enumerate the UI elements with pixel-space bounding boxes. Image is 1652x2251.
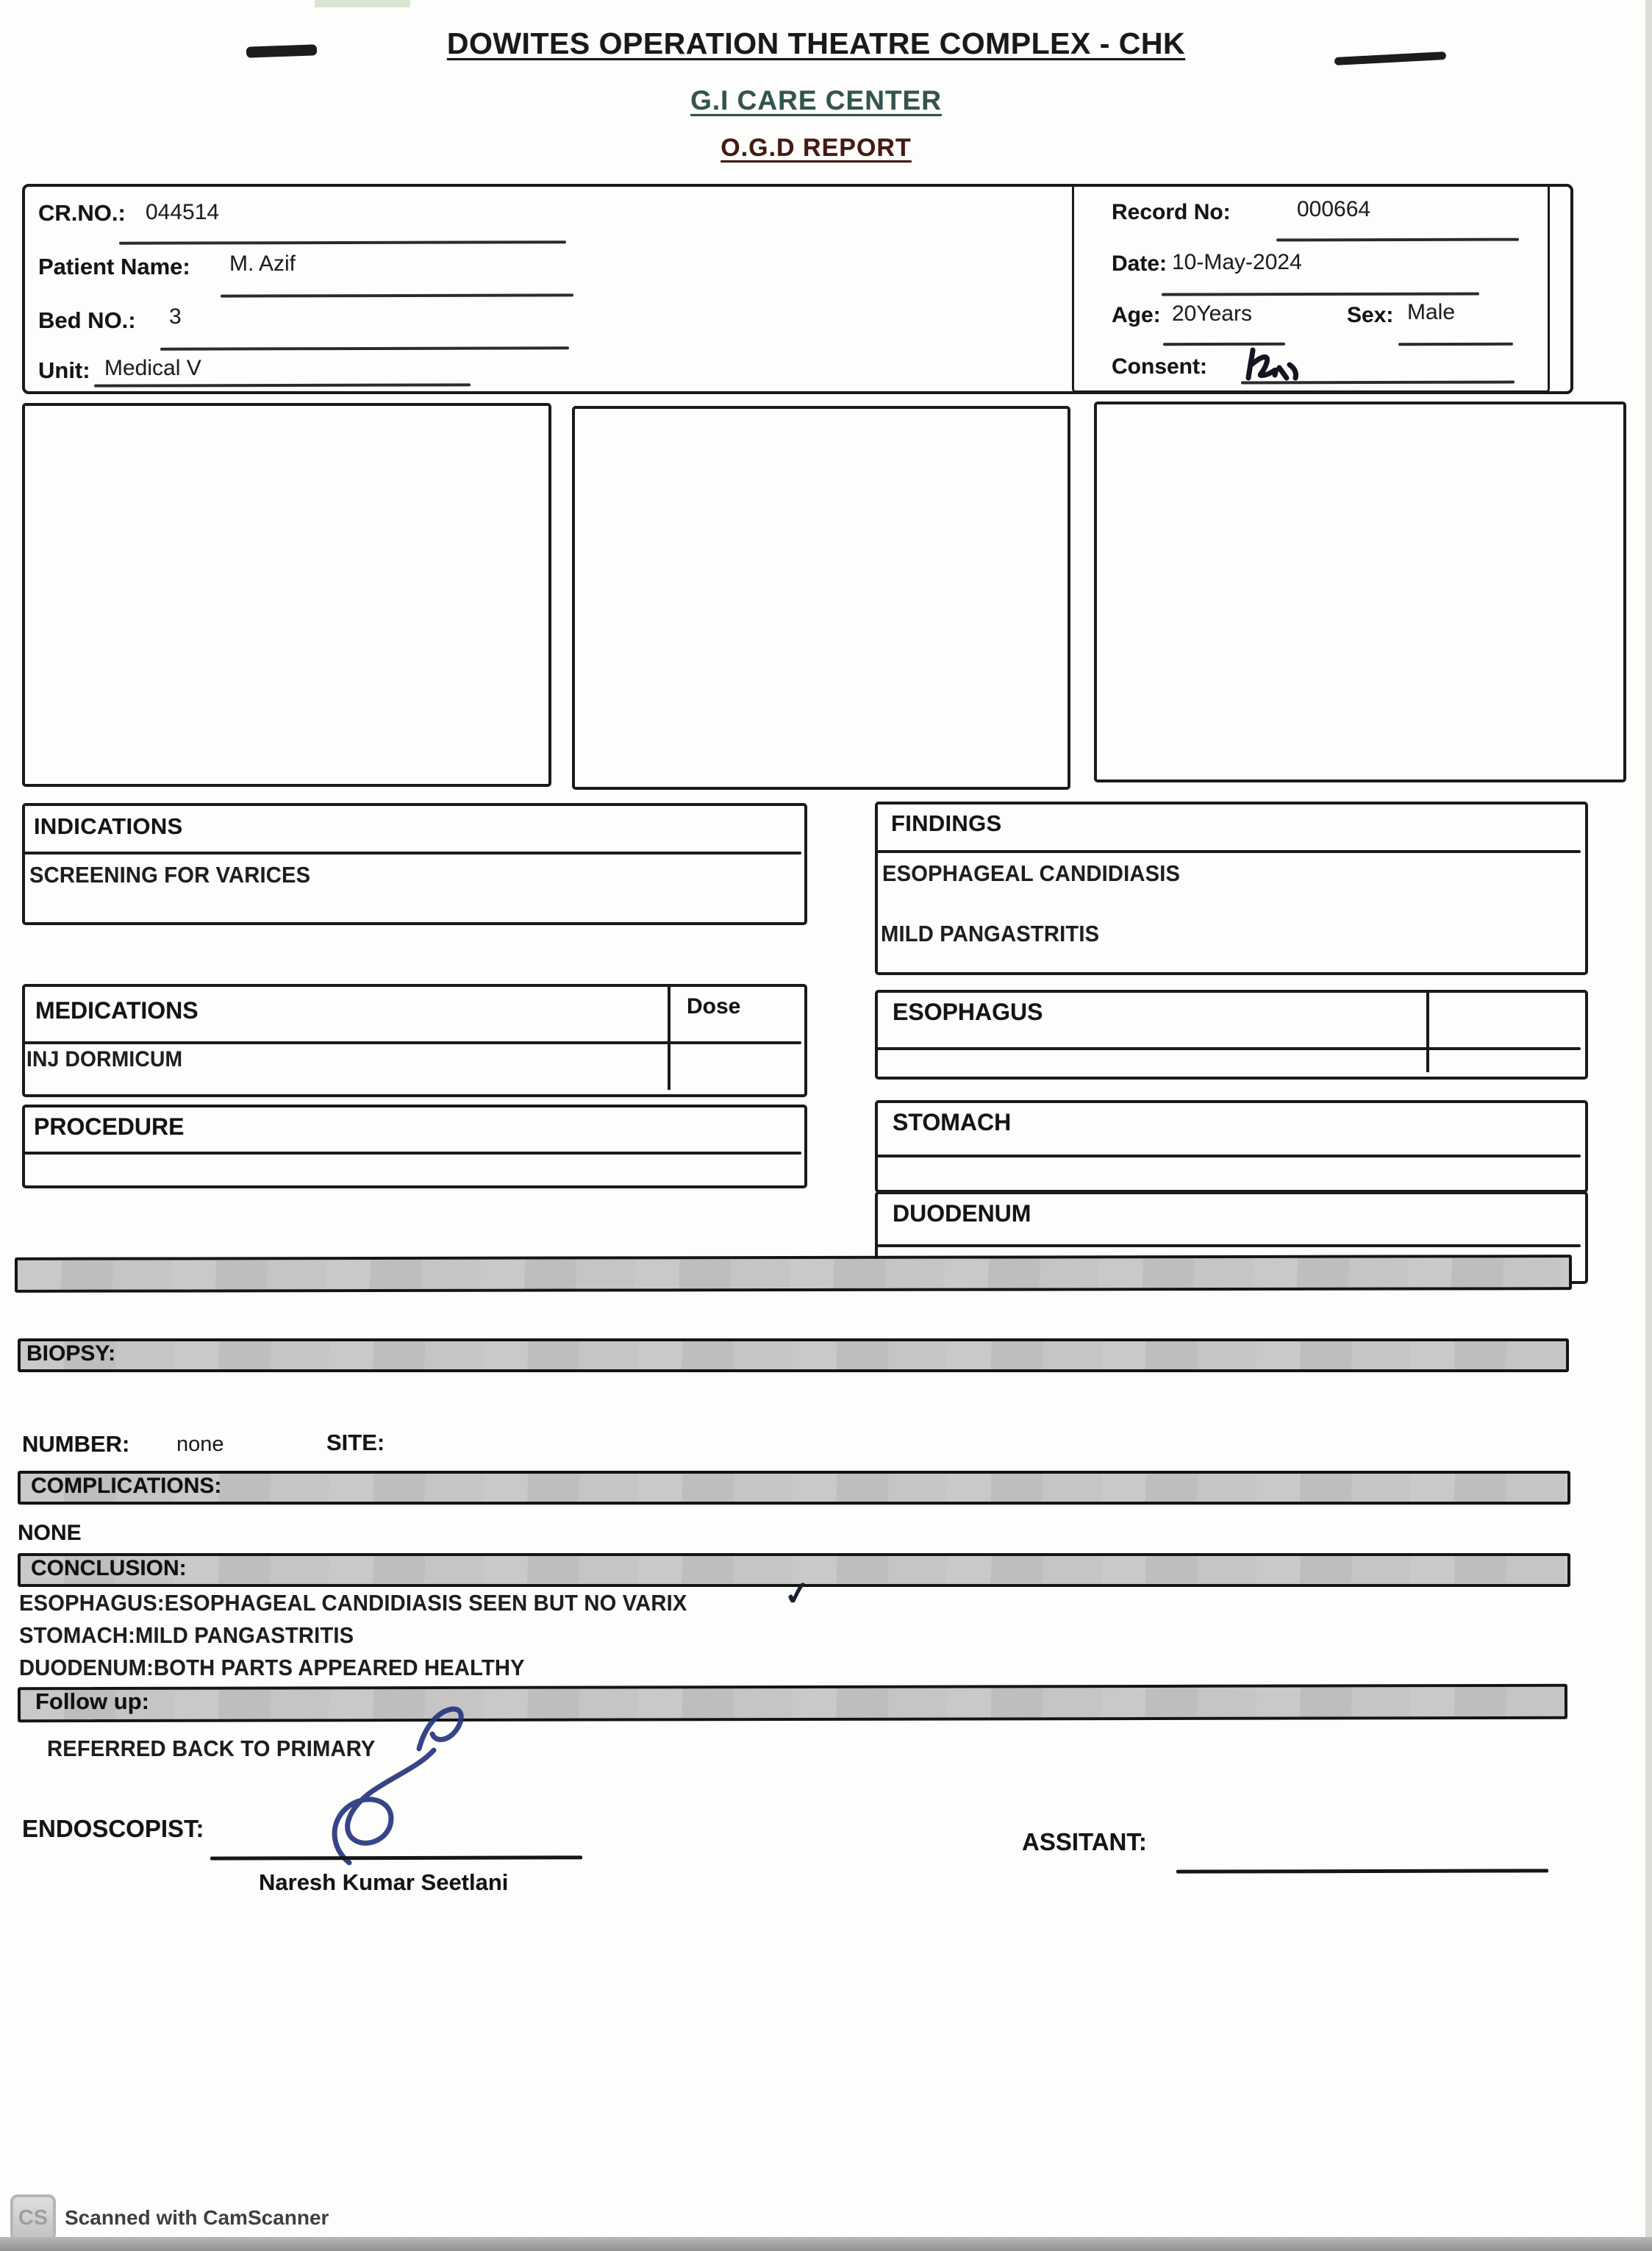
assistant-underline	[1176, 1869, 1548, 1873]
assistant-label: ASSITANT:	[1022, 1828, 1147, 1855]
remarks-bar	[15, 1255, 1572, 1293]
esophagus-divider	[876, 1047, 1581, 1050]
patient-name-label: Patient Name:	[38, 254, 190, 279]
complications-value: NONE	[18, 1521, 82, 1545]
endoscopist-signature-scribble	[309, 1705, 515, 1874]
medications-dose-divider	[668, 985, 671, 1090]
record-no-value: 000664	[1297, 197, 1371, 221]
consent-scribble-icon	[1241, 343, 1329, 387]
patient-name-value: M. Azif	[229, 252, 296, 276]
camscanner-text: Scanned with CamScanner	[65, 2206, 329, 2229]
findings-value-2: MILD PANGASTRITIS	[881, 921, 1100, 946]
age-value: 20Years	[1172, 302, 1252, 326]
indications-header: INDICATIONS	[34, 813, 183, 839]
esophagus-header: ESOPHAGUS	[893, 999, 1043, 1025]
bed-no-value: 3	[169, 304, 182, 329]
conclusion-line-duodenum: DUODENUM:BOTH PARTS APPEARED HEALTHY	[19, 1655, 525, 1680]
dose-header: Dose	[687, 994, 741, 1019]
consent-label: Consent:	[1112, 354, 1207, 379]
endoscopy-image-box-3	[1094, 402, 1626, 782]
endoscopist-underline	[210, 1855, 582, 1860]
page-title: DOWITES OPERATION THEATRE COMPLEX - CHK	[446, 26, 1186, 60]
conclusion-label: CONCLUSION:	[31, 1556, 187, 1580]
duodenum-divider	[876, 1244, 1581, 1247]
endoscopy-image-box-1	[22, 403, 551, 787]
camscanner-icon	[10, 2194, 56, 2241]
complications-label: COMPLICATIONS:	[31, 1474, 222, 1498]
site-label: SITE:	[326, 1430, 385, 1455]
duodenum-header: DUODENUM	[893, 1200, 1031, 1227]
endoscopist-label: ENDOSCOPIST:	[22, 1815, 204, 1842]
stomach-header: STOMACH	[893, 1109, 1012, 1135]
followup-value: REFERRED BACK TO PRIMARY	[47, 1735, 376, 1761]
record-no-label: Record No:	[1112, 200, 1231, 224]
sex-value: Male	[1407, 300, 1456, 324]
cr-no-value: 044514	[146, 200, 220, 224]
report-title: O.G.D REPORT	[720, 134, 912, 162]
unit-value: Medical V	[104, 356, 201, 380]
conclusion-line-stomach: STOMACH:MILD PANGASTRITIS	[19, 1622, 354, 1648]
medications-header: MEDICATIONS	[35, 997, 199, 1024]
page-bottom-edge	[0, 2237, 1652, 2251]
bed-no-label: Bed NO.:	[38, 307, 136, 333]
endoscopist-name: Naresh Kumar Seetlani	[259, 1869, 509, 1895]
date-label: Date:	[1112, 252, 1168, 276]
followup-label: Follow up:	[35, 1688, 149, 1714]
camscanner-badge-text: CS	[18, 2205, 49, 2230]
medications-divider	[24, 1041, 801, 1044]
center-subtitle: G.I CARE CENTER	[690, 85, 942, 115]
findings-header: FINDINGS	[891, 810, 1002, 836]
age-label: Age:	[1112, 303, 1161, 327]
biopsy-bar	[18, 1338, 1569, 1372]
number-value: none	[176, 1433, 224, 1456]
cr-no-label: CR.NO.:	[38, 200, 126, 226]
findings-divider	[876, 850, 1581, 853]
findings-value-1: ESOPHAGEAL CANDIDIASIS	[882, 860, 1181, 886]
record-no-underline	[1276, 238, 1519, 242]
page-right-edge	[1645, 0, 1652, 2251]
endoscopy-image-box-2	[572, 406, 1070, 790]
sex-label: Sex:	[1347, 303, 1394, 327]
procedure-divider	[24, 1152, 801, 1155]
date-value: 10-May-2024	[1172, 250, 1302, 274]
conclusion-line-esophagus: ESOPHAGUS:ESOPHAGEAL CANDIDIASIS SEEN BUT NO VARIX	[19, 1590, 687, 1616]
indications-value: SCREENING FOR VARICES	[29, 862, 311, 888]
complications-bar	[18, 1471, 1570, 1505]
unit-label: Unit:	[38, 357, 90, 383]
sex-underline	[1398, 343, 1513, 346]
procedure-header: PROCEDURE	[34, 1113, 185, 1140]
followup-bar	[18, 1684, 1567, 1722]
esophagus-col-divider	[1426, 991, 1429, 1072]
scan-artifact-green	[315, 0, 410, 7]
medication-row-value: INJ DORMICUM	[26, 1047, 183, 1071]
stomach-divider	[876, 1155, 1581, 1157]
handwritten-check-icon: ✓	[781, 1574, 814, 1614]
number-label: NUMBER:	[22, 1431, 130, 1457]
biopsy-label: BIOPSY:	[26, 1341, 116, 1366]
scan-artifact-dash-right	[1334, 51, 1446, 65]
indications-divider	[24, 852, 801, 855]
